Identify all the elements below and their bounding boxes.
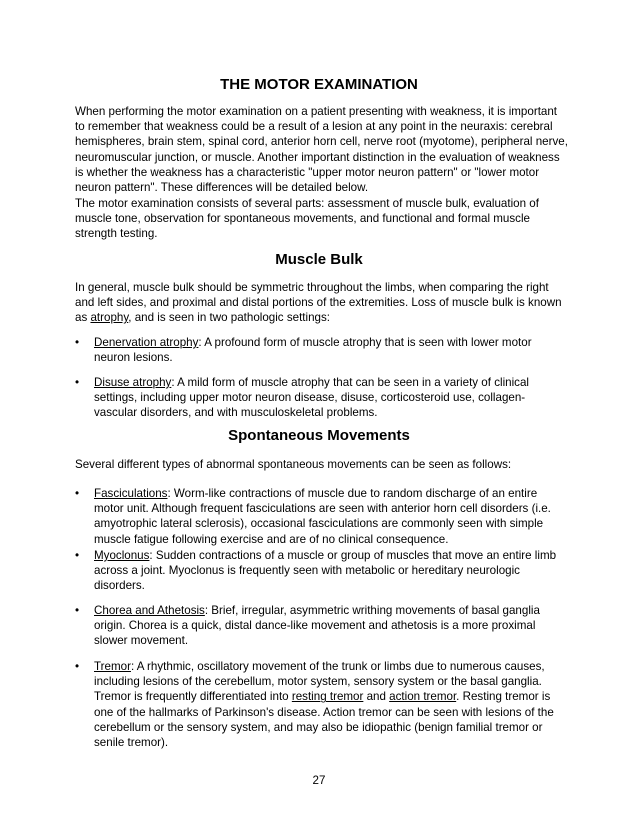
bullet-marker: • bbox=[75, 604, 80, 617]
text-line: disorders. bbox=[94, 579, 145, 593]
term-myoclonus: Myoclonus bbox=[94, 549, 150, 562]
bullet-marker: • bbox=[75, 376, 80, 389]
term-tremor: Tremor bbox=[94, 660, 131, 673]
bullet-marker: • bbox=[75, 549, 80, 562]
page-number: 27 bbox=[312, 774, 326, 787]
text-fragment: , and is seen in two pathologic settings: bbox=[128, 311, 331, 325]
text-line: muscle fatigue following exercise and are of no clinical consequence. bbox=[94, 532, 449, 546]
text-line: The motor examination consists of several parts: assessment of muscle bulk, evaluation of bbox=[75, 197, 539, 210]
bullet-marker: • bbox=[75, 660, 80, 673]
bullet-marker: • bbox=[75, 487, 80, 500]
text-line: cerebellum or the sensory system, and may also be idiopathic (benign familial tremor or bbox=[94, 720, 543, 734]
text-fragment: : A profound form of muscle atrophy that is seen with lower motor bbox=[198, 336, 532, 349]
text-line bbox=[94, 548, 584, 563]
text-line: muscle tone, observation for spontaneous movements, and functional and formal muscle bbox=[75, 212, 530, 226]
term-atrophy: atrophy bbox=[90, 311, 129, 325]
text-line: senile tremor). bbox=[94, 736, 169, 750]
text-line bbox=[94, 486, 584, 501]
text-line: In general, muscle bulk should be symmetric throughout the limbs, when comparing the right bbox=[75, 281, 549, 294]
text-line: including lesions of the cerebellum, motor system, sensory system or the basal ganglia. bbox=[94, 675, 542, 689]
spontaneous-movements-heading: Spontaneous Movements bbox=[228, 427, 410, 444]
text-line bbox=[94, 335, 584, 350]
term-disuse-atrophy: Disuse atrophy bbox=[94, 376, 172, 389]
text-line: When performing the motor examination on a patient presenting with weakness, it is important bbox=[75, 105, 558, 118]
text-line bbox=[94, 659, 584, 674]
text-line bbox=[75, 310, 575, 325]
term-chorea-athetosis: Chorea and Athetosis bbox=[94, 604, 205, 617]
text-line: Several different types of abnormal spontaneous movements can be seen as follows: bbox=[75, 458, 512, 471]
text-line: motor unit. Although frequent fasciculations are seen with anterior horn cell disorders (i.e. bbox=[94, 502, 551, 516]
bullet-marker: • bbox=[75, 336, 80, 349]
text-line: neuromuscular junction, or muscle. Another important distinction in the evaluation of weakness bbox=[75, 150, 560, 164]
text-line: settings, including upper motor neuron disease, disuse, corticosteroid use, collagen- bbox=[94, 391, 526, 405]
text-line: to remember that weakness could be a result of a lesion at any point in the neuraxis: cerebral bbox=[75, 120, 553, 134]
text-fragment: : A rhythmic, oscillatory movement of the trunk or limbs due to numerous causes, bbox=[130, 660, 545, 673]
page-title: THE MOTOR EXAMINATION bbox=[220, 76, 418, 93]
text-line: neuron lesions. bbox=[94, 351, 173, 365]
text-line: one of the hallmarks of Parkinson's disease. Action tremor can be seen with lesions of the bbox=[94, 705, 554, 719]
text-line: vascular disorders, and with musculoskeletal problems. bbox=[94, 406, 378, 420]
text-line: strength testing. bbox=[75, 227, 158, 241]
intro-paragraph-2 bbox=[75, 196, 575, 242]
muscle-bulk-paragraph bbox=[75, 280, 575, 326]
text-line: hemispheres, brain stem, spinal cord, anterior horn cell, nerve root (myotome), peripheral nerve, bbox=[75, 135, 568, 149]
text-line bbox=[94, 375, 584, 390]
text-fragment: : Worm-like contractions of muscle due to random discharge of an entire bbox=[167, 487, 538, 500]
text-fragment: and bbox=[363, 690, 390, 704]
term-action-tremor: action tremor bbox=[389, 690, 457, 704]
intro-paragraph-1 bbox=[75, 104, 575, 195]
muscle-bulk-heading: Muscle Bulk bbox=[275, 251, 363, 268]
text-fragment: : Brief, irregular, asymmetric writhing movements of basal ganglia bbox=[204, 604, 540, 617]
text-fragment: : Sudden contractions of a muscle or group of muscles that move an entire limb bbox=[149, 549, 557, 562]
text-line: neuron pattern". These differences will be detailed below. bbox=[75, 181, 369, 195]
term-denervation-atrophy: Denervation atrophy bbox=[94, 336, 199, 349]
text-line: is whether the weakness has a characteristic "upper motor neuron pattern" or "lower motor bbox=[75, 165, 540, 179]
text-line: across a joint. Myoclonus is frequently seen with metabolic or hereditary neurologic bbox=[94, 564, 520, 578]
term-fasciculations: Fasciculations bbox=[94, 487, 168, 500]
text-line bbox=[94, 689, 584, 704]
text-line: slower movement. bbox=[94, 634, 189, 648]
text-fragment: as bbox=[75, 311, 91, 325]
text-fragment: . Resting tremor is bbox=[456, 690, 551, 704]
text-line: and left sides, and proximal and distal portions of the extremities. Loss of muscle bulk is known bbox=[75, 296, 562, 310]
text-line bbox=[94, 603, 584, 618]
text-line: amyotrophic lateral sclerosis), occasional fasciculations are commonly seen with simple bbox=[94, 517, 544, 531]
text-fragment: Tremor is frequently differentiated into bbox=[94, 690, 292, 704]
spontaneous-intro bbox=[75, 457, 575, 472]
term-resting-tremor: resting tremor bbox=[291, 690, 364, 704]
text-fragment: : A mild form of muscle atrophy that can be seen in a variety of clinical bbox=[171, 376, 529, 389]
text-line: origin. Chorea is a quick, distal dance-like movement and athetosis is a more proximal bbox=[94, 619, 536, 633]
